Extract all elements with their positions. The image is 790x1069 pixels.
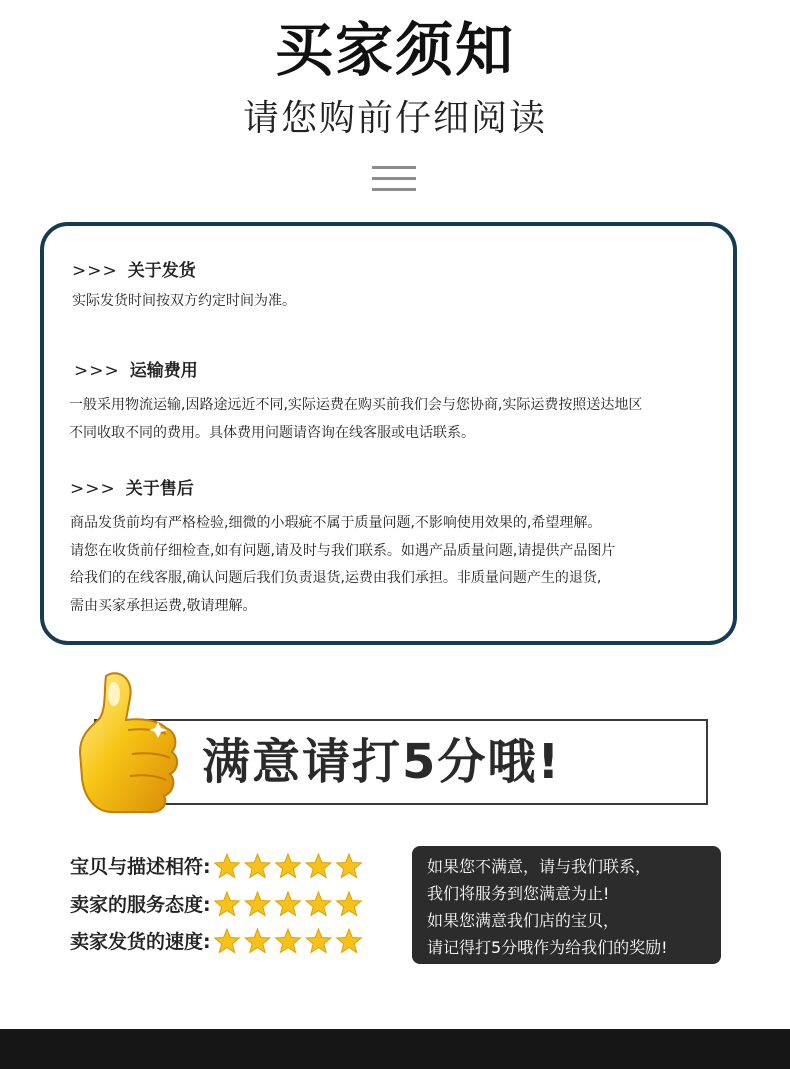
banner-text: 满意请打5分哦!: [202, 734, 562, 790]
star-rating[interactable]: [214, 928, 364, 956]
star-icon[interactable]: [337, 892, 362, 916]
star-icon[interactable]: [245, 892, 270, 916]
section-text-shipping: 实际发货时间按双方约定时间为准。: [72, 293, 296, 309]
star-rating[interactable]: [214, 891, 364, 919]
footer-bar: [0, 1029, 790, 1069]
section-heading-freight: >>> 运输费用: [74, 361, 198, 381]
page-subtitle: 请您购前仔细阅读: [242, 98, 547, 139]
notice-box: [40, 222, 737, 645]
star-icon[interactable]: [276, 929, 301, 953]
section-heading-shipping: >>> 关于发货: [72, 261, 196, 281]
satisfaction-note: 如果您不满意，请与我们联系， 我们将服务到您满意为止! 如果您满意我们店的宝贝， 请记得打5分哦作为给我们的奖励!: [412, 846, 721, 964]
star-icon[interactable]: [215, 929, 240, 953]
star-icon[interactable]: [337, 929, 362, 953]
rating-banner: [94, 719, 708, 805]
star-icon[interactable]: [306, 854, 331, 878]
star-icon[interactable]: [306, 892, 331, 916]
section-heading-aftersales: >>> 关于售后: [70, 479, 194, 499]
section-text-aftersales: 商品发货前均有严格检验,细微的小瑕疵不属于质量问题,不影响使用效果的,希望理解。 请您在收货前仔细检查,如有问题,请及时与我们联系。如遇产品质量问题,请提供产品图片 给我们的在线客服,确认问题后我们负责退货,运费由我们承担。非质量问题产生的退货, 需由买家承担运费,敬请理解。: [70, 515, 616, 614]
star-icon[interactable]: [245, 854, 270, 878]
menu-lines-icon: [372, 166, 416, 192]
star-rating[interactable]: [214, 853, 364, 881]
thumbs-up-icon: [78, 668, 184, 818]
page-title: 买家须知: [274, 16, 515, 84]
star-icon[interactable]: [215, 892, 240, 916]
star-icon[interactable]: [337, 854, 362, 878]
star-icon[interactable]: [276, 854, 301, 878]
star-icon[interactable]: [276, 892, 301, 916]
star-icon[interactable]: [245, 929, 270, 953]
star-icon[interactable]: [306, 929, 331, 953]
star-icon[interactable]: [215, 854, 240, 878]
section-text-freight: 一般采用物流运输,因路途远近不同,实际运费在购买前我们会与您协商,实际运费按照送达地区 不同收取不同的费用。具体费用问题请咨询在线客服或电话联系。: [69, 397, 643, 441]
